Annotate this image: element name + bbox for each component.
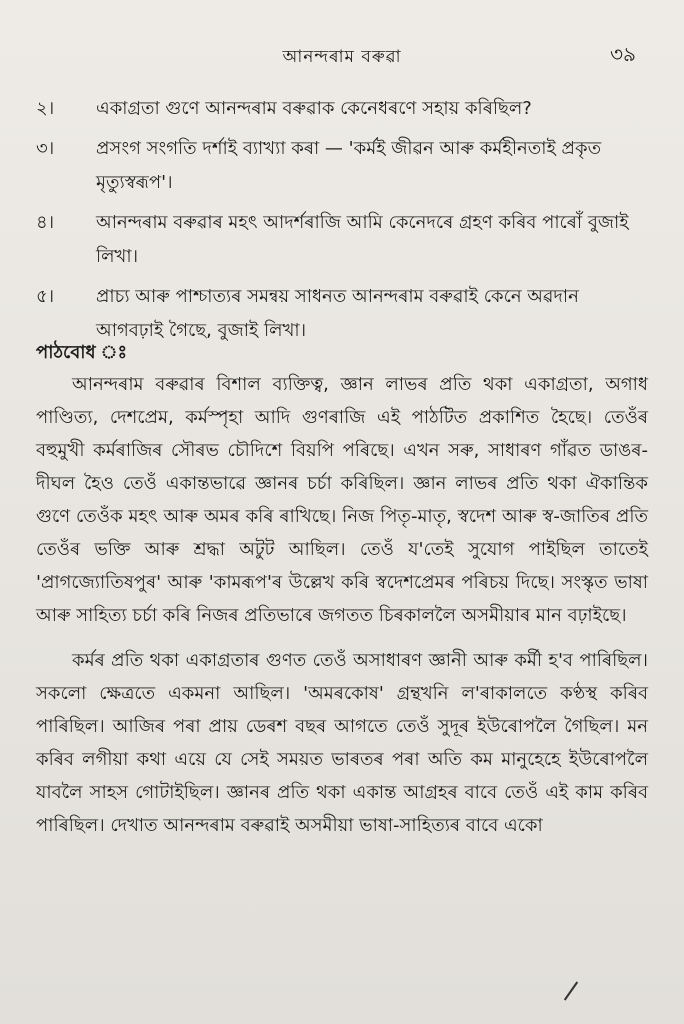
question-list [36, 92, 646, 354]
question-text: প্ৰাচ্য আৰু পাশ্চাত্যৰ সমন্বয় সাধনত আনন্দৰাম বৰুৱাই কেনে অৱদান আগবঢ়াই গৈছে, বুজাই লিখা। [96, 286, 579, 341]
question-number: ৫। [36, 286, 55, 307]
pen-mark [564, 981, 578, 1000]
question-item [36, 280, 646, 348]
paragraph: আনন্দৰাম বৰুৱাৰ বিশাল ব্যক্তিত্ব, জ্ঞান লাভৰ প্ৰতি থকা একাগ্ৰতা, অগাধ পাণ্ডিত্য, দেশপ্ৰেম, কৰ্মস্পৃহা আদি গুণৰাজি এই পাঠটিত প্ৰকাশিত হৈছে। তেওঁৰ বহুমুখী কৰ্মৰাজিৰ সৌৰভ চৌদিশে বিয়পি পৰিছে। এখন সৰু, সাধাৰণ গাঁৱত ডাঙৰ-দীঘল হৈও তেওঁ একান্তভাৱে জ্ঞানৰ চৰ্চা কৰিছিল। জ্ঞান লাভৰ প্ৰতি থকা ঐকান্তিক গুণে তেওঁক মহৎ আৰু অমৰ কৰি ৰাখিছে। নিজ পিতৃ-মাতৃ, স্বদেশ আৰু স্ব-জাতিৰ প্ৰতি তেওঁৰ ভক্তি আৰু শ্ৰদ্ধা অটুট আছিল। তেওঁ য'তেই সুযোগ পাইছিল তাতেই 'প্ৰাগজ্যোতিষপুৰ' আৰু 'কামৰূপ'ৰ উল্লেখ কৰি স্বদেশপ্ৰেমৰ পৰিচয় দিছে। সংস্কৃত ভাষা আৰু সাহিত্য চৰ্চা কৰি নিজৰ প্ৰতিভাৰে জগতত চিৰকাললৈ অসমীয়াৰ মান বঢ়াইছে। [36, 374, 648, 626]
question-text: আনন্দৰাম বৰুৱাৰ মহৎ আদৰ্শৰাজি আমি কেনেদৰে গ্ৰহণ কৰিব পাৰোঁ বুজাই লিখা। [96, 212, 629, 267]
question-item [36, 92, 646, 126]
question-text: একাগ্ৰতা গুণে আনন্দৰাম বৰুৱাক কেনেধৰণে সহায় কৰিছিল? [96, 98, 532, 119]
paragraph: কৰ্মৰ প্ৰতি থকা একাগ্ৰতাৰ গুণত তেওঁ অসাধাৰণ জ্ঞানী আৰু কৰ্মী হ'ব পাৰিছিল। সকলো ক্ষেত্ৰতে একমনা আছিল। 'অমৰকোষ' গ্ৰন্থখনি ল'ৰাকালতে কণ্ঠস্থ কৰিব পাৰিছিল। আজিৰ পৰা প্ৰায় ডেৰশ বছৰ আগতে তেওঁ সুদূৰ ইউৰোপলৈ গৈছিল। মন কৰিব লগীয়া কথা এয়ে যে সেই সময়ত ভাৰতৰ পৰা অতি কম মানুহেহে ইউৰোপলৈ যাবলৈ সাহস গোটাইছিল। জ্ঞানৰ প্ৰতি থকা একান্ত আগ্ৰহৰ বাবে তেওঁ এই কাম কৰিব পাৰিছিল। দেখাত আনন্দৰাম বৰুৱাই অসমীয়া ভাষা-সাহিত্যৰ বাবে একো [36, 650, 648, 836]
question-number: ২। [36, 98, 55, 119]
question-number: ৩। [36, 138, 55, 159]
question-text: প্ৰসংগ সংগতি দৰ্শাই ব্যাখ্যা কৰা — 'কৰ্মই জীৱন আৰু কৰ্মহীনতাই প্ৰকৃত মৃত্যুস্বৰূপ'। [96, 138, 602, 193]
page-number: ৩৯ [610, 42, 636, 66]
question-item [36, 206, 646, 274]
running-title: আনন্দৰাম বৰুৱা [282, 47, 402, 67]
body-text [36, 368, 648, 854]
question-number: ৪। [36, 212, 55, 233]
question-item [36, 132, 646, 200]
section-heading: পাঠবোধ ঃ [36, 342, 128, 363]
